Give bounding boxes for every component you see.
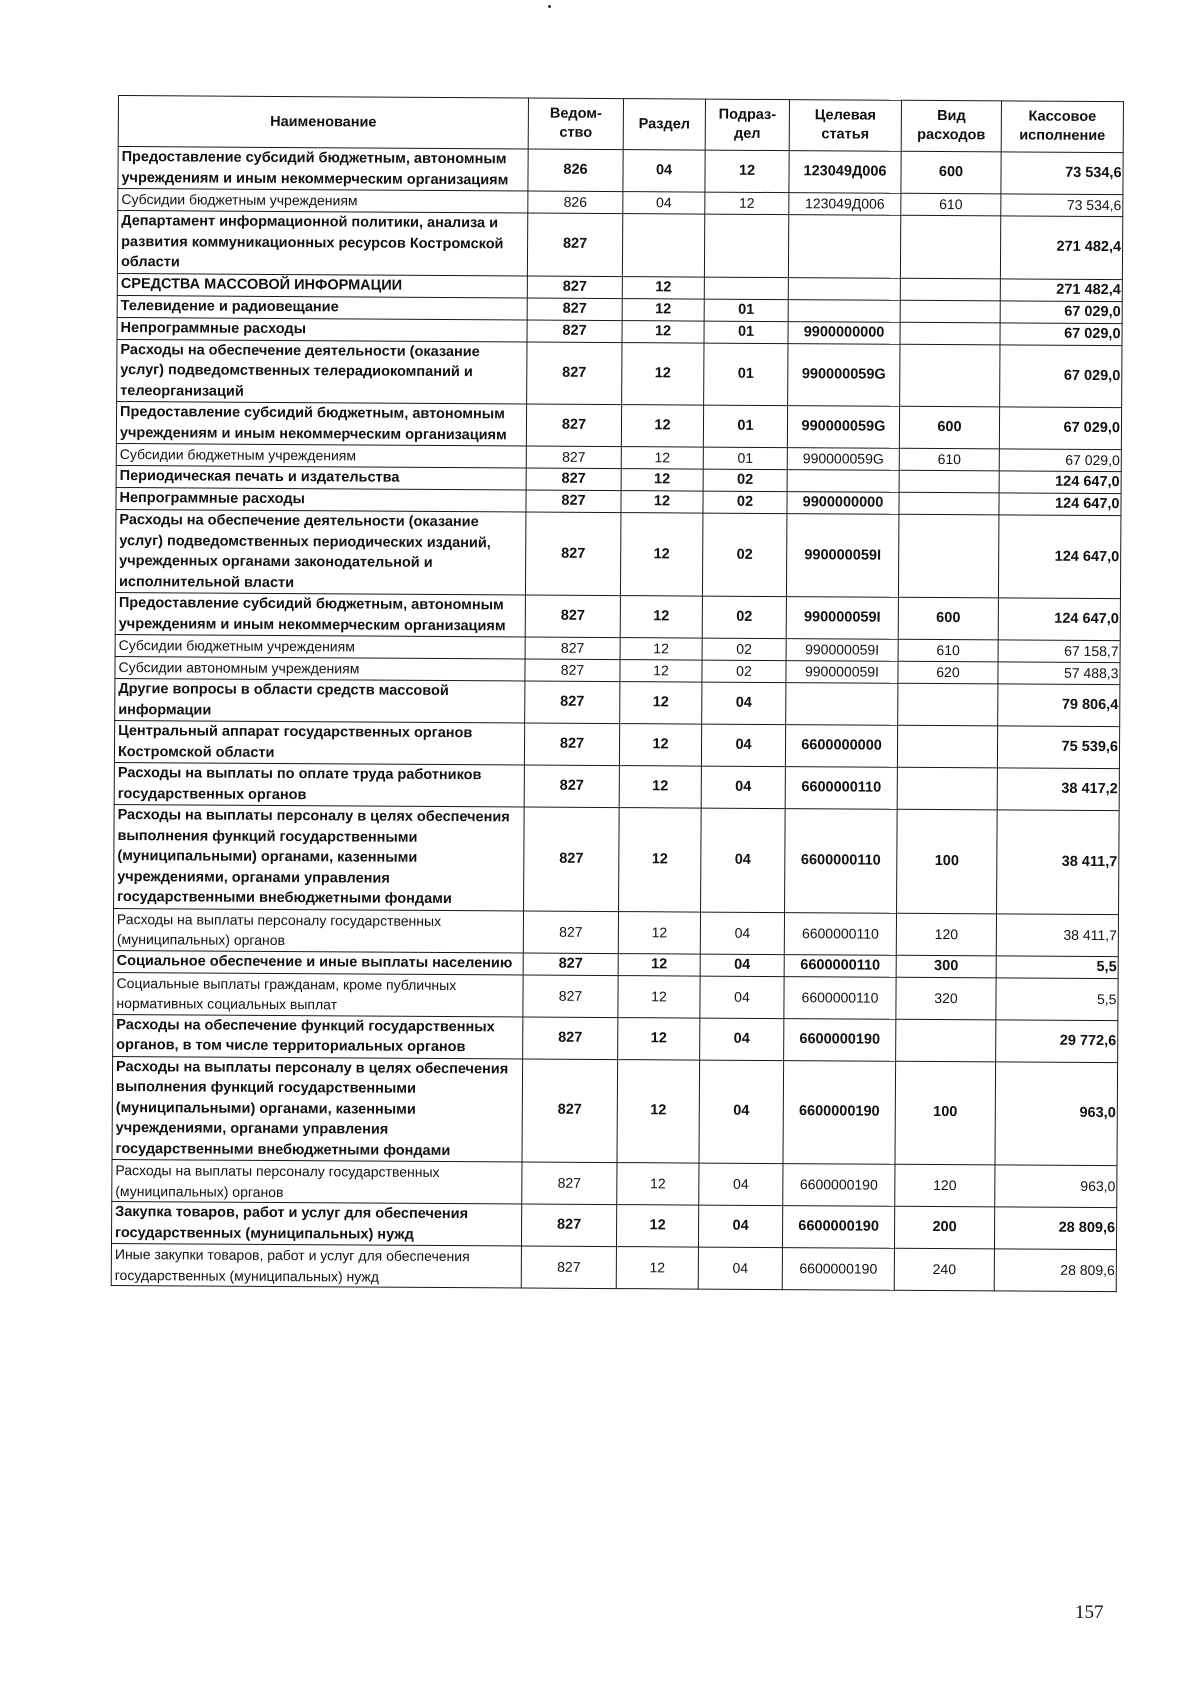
cell-subsection bbox=[704, 214, 788, 277]
cell-subsection: 02 bbox=[702, 596, 786, 639]
cell-section: 12 bbox=[621, 491, 703, 514]
cell-name: Расходы на выплаты персоналу в целях обеспечения выполнения функций государственными (муниципальными) органами, казенными учреждениями, органами управления государственными внебюджетными фондами bbox=[114, 804, 525, 910]
cell-expense-type: 600 bbox=[901, 151, 1001, 194]
cell-department: 827 bbox=[522, 1058, 618, 1162]
cell-department: 827 bbox=[523, 952, 618, 975]
cell-subsection bbox=[704, 277, 788, 300]
cell-section: 12 bbox=[620, 596, 702, 639]
cell-expense-type bbox=[898, 514, 999, 598]
cell-expense-type bbox=[900, 215, 1000, 278]
cell-expense-type: 610 bbox=[898, 639, 998, 662]
cell-subsection: 01 bbox=[703, 405, 787, 448]
table-row bbox=[116, 401, 1121, 449]
cell-subsection: 02 bbox=[702, 638, 786, 661]
cell-department: 826 bbox=[528, 149, 623, 192]
cell-section: 12 bbox=[620, 660, 702, 683]
cell-department: 827 bbox=[525, 637, 620, 660]
cell-target-item: 990000059I bbox=[786, 661, 898, 684]
cell-name: Закупка товаров, работ и услуг для обеспечения государственных (муниципальных) нужд bbox=[111, 1201, 521, 1246]
cell-name: Предоставление субсидий бюджетным, автономным учреждениям и иным некоммерческим организациям bbox=[116, 401, 526, 446]
cell-expense-type: 240 bbox=[894, 1248, 994, 1291]
cell-subsection: 04 bbox=[698, 1205, 782, 1248]
header-cash-execution: Кассовое исполнение bbox=[1001, 101, 1123, 153]
cell-target-item: 6600000190 bbox=[783, 1060, 896, 1164]
cell-target-item: 6600000110 bbox=[785, 767, 897, 810]
cell-name: Телевидение и радиовещание bbox=[117, 295, 527, 320]
table-row bbox=[115, 509, 1120, 598]
cell-department: 827 bbox=[523, 974, 618, 1017]
cell-cash-execution: 124 647,0 bbox=[998, 598, 1120, 641]
table-row bbox=[112, 1056, 1118, 1166]
cell-department: 827 bbox=[525, 681, 620, 724]
cell-section: 12 bbox=[621, 405, 703, 448]
cell-subsection: 04 bbox=[700, 954, 784, 977]
cell-subsection: 04 bbox=[699, 1163, 783, 1206]
header-name: Наименование bbox=[118, 96, 528, 150]
cell-expense-type: 120 bbox=[895, 1164, 995, 1207]
cell-expense-type: 600 bbox=[898, 597, 998, 640]
cell-subsection: 12 bbox=[705, 192, 789, 215]
cell-name: Расходы на выплаты по оплате труда работников государственных органов bbox=[114, 762, 524, 807]
cell-target-item: 990000059I bbox=[786, 639, 898, 662]
cell-subsection: 02 bbox=[702, 513, 787, 597]
cell-cash-execution: 79 806,4 bbox=[998, 684, 1120, 727]
cell-department: 827 bbox=[525, 659, 620, 682]
cell-expense-type bbox=[898, 683, 998, 726]
cell-subsection: 01 bbox=[704, 343, 788, 406]
cell-target-item: 990000059G bbox=[788, 343, 900, 406]
cell-department: 827 bbox=[527, 213, 622, 276]
cell-department: 827 bbox=[526, 468, 621, 491]
cell-subsection: 02 bbox=[703, 491, 787, 514]
cell-name: Социальное обеспечение и иные выплаты населению bbox=[113, 950, 523, 975]
table-row bbox=[114, 720, 1119, 768]
cell-department: 827 bbox=[526, 404, 621, 447]
cell-expense-type: 100 bbox=[895, 1061, 996, 1165]
cell-cash-execution: 5,5 bbox=[996, 977, 1118, 1020]
cell-section: 12 bbox=[617, 1059, 700, 1163]
cell-cash-execution: 73 534,6 bbox=[1001, 194, 1123, 217]
page-number: 157 bbox=[1075, 1602, 1104, 1623]
cell-section: 12 bbox=[620, 638, 702, 661]
cell-cash-execution: 38 411,7 bbox=[996, 913, 1118, 956]
cell-cash-execution: 271 482,4 bbox=[1000, 216, 1122, 279]
cell-cash-execution: 67 029,0 bbox=[1000, 300, 1122, 323]
cell-target-item: 6600000110 bbox=[784, 976, 896, 1019]
cell-expense-type bbox=[897, 767, 997, 810]
cell-name: Непрограммные расходы bbox=[117, 317, 527, 342]
cell-expense-type bbox=[896, 1019, 996, 1062]
cell-target-item: 123049Д006 bbox=[789, 151, 901, 194]
cell-subsection: 04 bbox=[700, 912, 784, 955]
cell-department: 827 bbox=[522, 1162, 617, 1205]
cell-cash-execution: 5,5 bbox=[996, 955, 1118, 978]
scan-speck bbox=[548, 5, 551, 8]
table-body bbox=[111, 147, 1123, 1292]
cell-department: 827 bbox=[526, 490, 621, 513]
cell-section: 12 bbox=[617, 1163, 699, 1206]
cell-cash-execution: 28 809,6 bbox=[994, 1249, 1116, 1292]
cell-subsection: 04 bbox=[701, 724, 785, 767]
cell-target-item bbox=[788, 277, 900, 300]
cell-expense-type bbox=[899, 470, 999, 493]
cell-department: 827 bbox=[527, 276, 622, 299]
cell-section: 12 bbox=[618, 953, 700, 976]
cell-department: 827 bbox=[524, 723, 619, 766]
cell-name: Субсидии бюджетным учреждениям bbox=[118, 189, 528, 214]
cell-department: 827 bbox=[525, 512, 621, 596]
cell-section: 12 bbox=[616, 1205, 698, 1248]
header-target-item: Целевая статья bbox=[789, 100, 901, 152]
cell-name: СРЕДСТВА МАССОВОЙ ИНФОРМАЦИИ bbox=[117, 273, 527, 298]
table-row bbox=[113, 1014, 1118, 1062]
cell-expense-type bbox=[900, 278, 1000, 301]
cell-subsection: 12 bbox=[705, 150, 789, 193]
cell-section: 12 bbox=[622, 276, 704, 299]
cell-expense-type bbox=[899, 492, 999, 515]
cell-target-item bbox=[787, 470, 899, 493]
cell-name: Субсидии бюджетным учреждениям bbox=[115, 634, 525, 659]
cell-cash-execution: 963,0 bbox=[995, 1165, 1117, 1208]
cell-target-item bbox=[786, 683, 898, 726]
cell-name: Субсидии бюджетным учреждениям bbox=[116, 443, 526, 468]
cell-subsection: 01 bbox=[704, 321, 788, 344]
cell-department: 827 bbox=[526, 446, 621, 469]
cell-section: 12 bbox=[622, 320, 704, 343]
cell-expense-type bbox=[897, 725, 997, 768]
cell-target-item: 6600000110 bbox=[784, 954, 896, 977]
cell-name: Предоставление субсидий бюджетным, автономным учреждениям и иным некоммерческим организациям bbox=[118, 147, 528, 192]
cell-expense-type: 320 bbox=[896, 977, 996, 1020]
cell-section: 12 bbox=[616, 1247, 698, 1290]
cell-name: Социальные выплаты гражданам, кроме публичных нормативных социальных выплат bbox=[113, 972, 523, 1017]
cell-cash-execution: 271 482,4 bbox=[1000, 278, 1122, 301]
cell-target-item: 990000059G bbox=[787, 406, 899, 449]
cell-cash-execution: 38 411,7 bbox=[997, 810, 1120, 914]
cell-target-item bbox=[788, 299, 900, 322]
table-row bbox=[112, 1159, 1117, 1207]
cell-department: 827 bbox=[523, 1016, 618, 1059]
cell-section: 12 bbox=[618, 975, 700, 1018]
cell-department: 827 bbox=[521, 1204, 616, 1247]
cell-section: 12 bbox=[620, 513, 703, 596]
cell-target-item: 990000059I bbox=[786, 597, 898, 640]
table-row bbox=[115, 678, 1120, 726]
cell-target-item bbox=[788, 215, 900, 278]
cell-cash-execution: 57 488,3 bbox=[998, 662, 1120, 685]
cell-name: Центральный аппарат государственных органов Костромской области bbox=[114, 720, 524, 765]
cell-expense-type bbox=[900, 322, 1000, 345]
cell-expense-type: 300 bbox=[896, 955, 996, 978]
cell-cash-execution: 28 809,6 bbox=[994, 1207, 1116, 1250]
cell-cash-execution: 124 647,0 bbox=[999, 493, 1121, 516]
cell-department: 826 bbox=[528, 191, 623, 214]
table-row bbox=[111, 1201, 1116, 1249]
cell-cash-execution: 67 029,0 bbox=[999, 407, 1121, 450]
cell-target-item: 6600000190 bbox=[782, 1248, 894, 1291]
cell-name: Иные закупки товаров, работ и услуг для обеспечения государственных (муниципальных) нужд bbox=[111, 1243, 521, 1288]
cell-cash-execution: 67 158,7 bbox=[998, 640, 1120, 663]
cell-cash-execution: 67 029,0 bbox=[1000, 344, 1122, 407]
cell-section: 12 bbox=[622, 342, 704, 405]
cell-section bbox=[622, 214, 704, 277]
header-expense-type: Вид расходов bbox=[901, 100, 1001, 152]
cell-target-item: 9900000000 bbox=[787, 492, 899, 515]
table-row bbox=[114, 762, 1119, 810]
cell-section: 04 bbox=[623, 150, 705, 193]
table-row bbox=[114, 804, 1120, 914]
cell-target-item: 990000059G bbox=[787, 448, 899, 471]
cell-name: Субсидии автономным учреждениям bbox=[115, 656, 525, 681]
cell-subsection: 02 bbox=[702, 660, 786, 683]
cell-name: Периодическая печать и издательства bbox=[116, 465, 526, 490]
cell-subsection: 04 bbox=[700, 1018, 784, 1061]
table-header-row bbox=[118, 96, 1123, 153]
cell-subsection: 04 bbox=[702, 682, 786, 725]
cell-target-item: 123049Д006 bbox=[789, 193, 901, 216]
cell-cash-execution: 29 772,6 bbox=[996, 1019, 1118, 1062]
cell-name: Расходы на выплаты персоналу в целях обеспечения выполнения функций государственными (муниципальными) органами, казенными учреждениями, органами управления государственными внебюджетными фондами bbox=[112, 1056, 523, 1162]
cell-name: Расходы на обеспечение функций государственных органов, в том числе территориальных органов bbox=[113, 1014, 523, 1059]
cell-target-item: 990000059I bbox=[786, 514, 899, 598]
cell-department: 827 bbox=[527, 298, 622, 321]
table-row bbox=[111, 1243, 1116, 1291]
cell-target-item: 9900000000 bbox=[788, 321, 900, 344]
cell-section: 12 bbox=[619, 766, 701, 809]
cell-name: Непрограммные расходы bbox=[116, 487, 526, 512]
cell-expense-type: 610 bbox=[901, 193, 1001, 216]
cell-department: 827 bbox=[524, 807, 620, 911]
cell-department: 827 bbox=[527, 342, 622, 405]
budget-execution-table bbox=[111, 95, 1124, 1292]
cell-section: 12 bbox=[621, 469, 703, 492]
cell-subsection: 04 bbox=[698, 1247, 782, 1290]
cell-subsection: 01 bbox=[703, 447, 787, 470]
cell-target-item: 6600000190 bbox=[782, 1206, 894, 1249]
cell-target-item: 6600000110 bbox=[784, 912, 896, 955]
cell-expense-type: 620 bbox=[898, 661, 998, 684]
header-subsection: Подраз- дел bbox=[705, 99, 789, 151]
cell-cash-execution: 67 029,0 bbox=[999, 449, 1121, 472]
cell-cash-execution: 124 647,0 bbox=[998, 515, 1121, 599]
cell-section: 12 bbox=[620, 682, 702, 725]
cell-section: 04 bbox=[623, 192, 705, 215]
cell-department: 827 bbox=[525, 595, 620, 638]
cell-cash-execution: 963,0 bbox=[995, 1061, 1118, 1165]
cell-name: Расходы на обеспечение деятельности (оказание услуг) подведомственных периодических изданий, учрежденных органами законодательной и исполнительной власти bbox=[115, 509, 525, 595]
cell-subsection: 04 bbox=[700, 976, 784, 1019]
cell-expense-type: 100 bbox=[897, 809, 998, 913]
cell-cash-execution: 73 534,6 bbox=[1001, 152, 1123, 195]
table-row bbox=[113, 972, 1118, 1020]
cell-cash-execution: 67 029,0 bbox=[1000, 322, 1122, 345]
cell-target-item: 6600000190 bbox=[783, 1164, 895, 1207]
cell-expense-type bbox=[900, 344, 1000, 407]
cell-section: 12 bbox=[619, 724, 701, 767]
cell-name: Расходы на выплаты персоналу государственных (муниципальных) органов bbox=[112, 1159, 522, 1204]
cell-section: 12 bbox=[618, 1017, 700, 1060]
cell-expense-type bbox=[900, 300, 1000, 323]
cell-section: 12 bbox=[621, 447, 703, 470]
table-row bbox=[117, 211, 1122, 280]
header-section: Раздел bbox=[623, 99, 705, 150]
cell-section: 12 bbox=[618, 911, 700, 954]
cell-expense-type: 120 bbox=[896, 913, 996, 956]
cell-name: Расходы на обеспечение деятельности (оказание услуг) подведомственных телерадиокомпаний и телеорганизаций bbox=[117, 339, 527, 404]
cell-name: Предоставление субсидий бюджетным, автономным учреждениям и иным некоммерческим организациям bbox=[115, 592, 525, 637]
cell-name: Департамент информационной политики, анализа и развития коммуникационных ресурсов Костромской области bbox=[117, 211, 527, 276]
cell-department: 827 bbox=[527, 320, 622, 343]
cell-subsection: 04 bbox=[699, 1060, 784, 1164]
table-row bbox=[113, 908, 1118, 956]
cell-expense-type: 610 bbox=[899, 448, 999, 471]
cell-cash-execution: 75 539,6 bbox=[997, 726, 1119, 769]
cell-cash-execution: 38 417,2 bbox=[997, 768, 1119, 811]
cell-subsection: 04 bbox=[701, 808, 786, 912]
cell-name: Расходы на выплаты персоналу государственных (муниципальных) органов bbox=[113, 908, 523, 953]
cell-expense-type: 600 bbox=[899, 406, 999, 449]
cell-department: 827 bbox=[521, 1246, 616, 1289]
cell-expense-type: 200 bbox=[894, 1206, 994, 1249]
cell-subsection: 04 bbox=[701, 766, 785, 809]
cell-section: 12 bbox=[619, 808, 702, 912]
cell-section: 12 bbox=[622, 298, 704, 321]
cell-department: 827 bbox=[523, 910, 618, 953]
cell-target-item: 6600000110 bbox=[785, 809, 898, 913]
cell-subsection: 02 bbox=[703, 469, 787, 492]
table-row bbox=[117, 339, 1122, 408]
cell-target-item: 6600000190 bbox=[784, 1018, 896, 1061]
table-row bbox=[118, 147, 1123, 195]
cell-target-item: 6600000000 bbox=[785, 725, 897, 768]
cell-department: 827 bbox=[524, 765, 619, 808]
cell-subsection: 01 bbox=[704, 299, 788, 322]
cell-name: Другие вопросы в области средств массовой информации bbox=[115, 678, 525, 723]
header-department: Ведом- ство bbox=[528, 98, 623, 150]
cell-cash-execution: 124 647,0 bbox=[999, 471, 1121, 494]
table-row bbox=[115, 592, 1120, 640]
